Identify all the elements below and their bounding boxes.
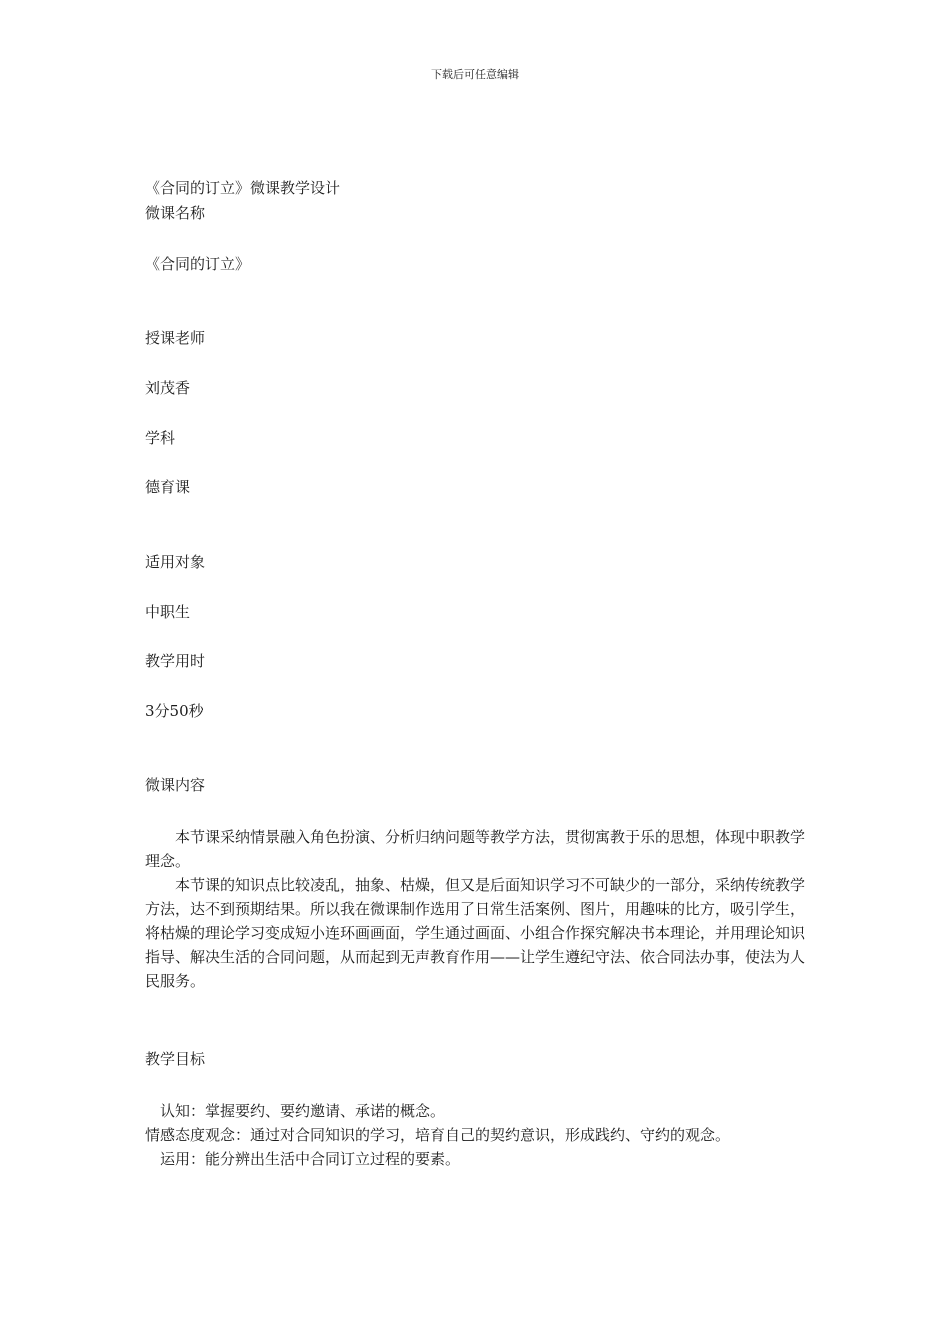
goal-item: 认知：掌握要约、要约邀请、承诺的概念。 bbox=[160, 1102, 446, 1120]
section-label-goals: 教学目标 bbox=[145, 1050, 206, 1068]
goals-list bbox=[145, 1099, 825, 1171]
field-value-teacher: 刘茂香 bbox=[145, 379, 191, 397]
page-header: 下载后可任意编辑 bbox=[431, 68, 519, 81]
document-title: 《合同的订立》微课教学设计 bbox=[145, 179, 341, 197]
field-value-course-name: 《合同的订立》 bbox=[145, 255, 251, 273]
field-label-audience: 适用对象 bbox=[145, 553, 206, 571]
content-paragraph: 本节课的知识点比较凌乱，抽象、枯燥，但又是后面知识学习不可缺少的一部分，采纳传统教学方法，达不到预期结果。所以我在微课制作选用了日常生活案例、图片，用趣味的比方，吸引学生，将枯燥的理论学习变成短小连环画画面，学生通过画面、小组合作探究解决书本理论，并用理论知识指导、解决生活的合同问题，从而起到无声教育作用——让学生遵纪守法、依合同法办事，使法为人民服务。 bbox=[145, 876, 806, 990]
field-label-teacher: 授课老师 bbox=[145, 329, 206, 347]
field-label-course-name: 微课名称 bbox=[145, 204, 206, 222]
content-paragraph: 本节课采纳情景融入角色扮演、分析归纳问题等教学方法，贯彻寓教于乐的思想，体现中职教学理念。 bbox=[145, 828, 806, 870]
field-label-duration: 教学用时 bbox=[145, 652, 206, 670]
goal-item: 运用：能分辨出生活中合同订立过程的要素。 bbox=[160, 1150, 461, 1168]
content-body bbox=[145, 825, 810, 993]
field-value-subject: 德育课 bbox=[145, 478, 191, 496]
field-value-audience: 中职生 bbox=[145, 603, 191, 621]
field-value-duration: 3分50秒 bbox=[145, 702, 204, 720]
goal-item: 情感态度观念：通过对合同知识的学习，培育自己的契约意识，形成践约、守约的观念。 bbox=[145, 1126, 731, 1144]
section-label-content: 微课内容 bbox=[145, 776, 206, 794]
field-label-subject: 学科 bbox=[145, 429, 176, 447]
